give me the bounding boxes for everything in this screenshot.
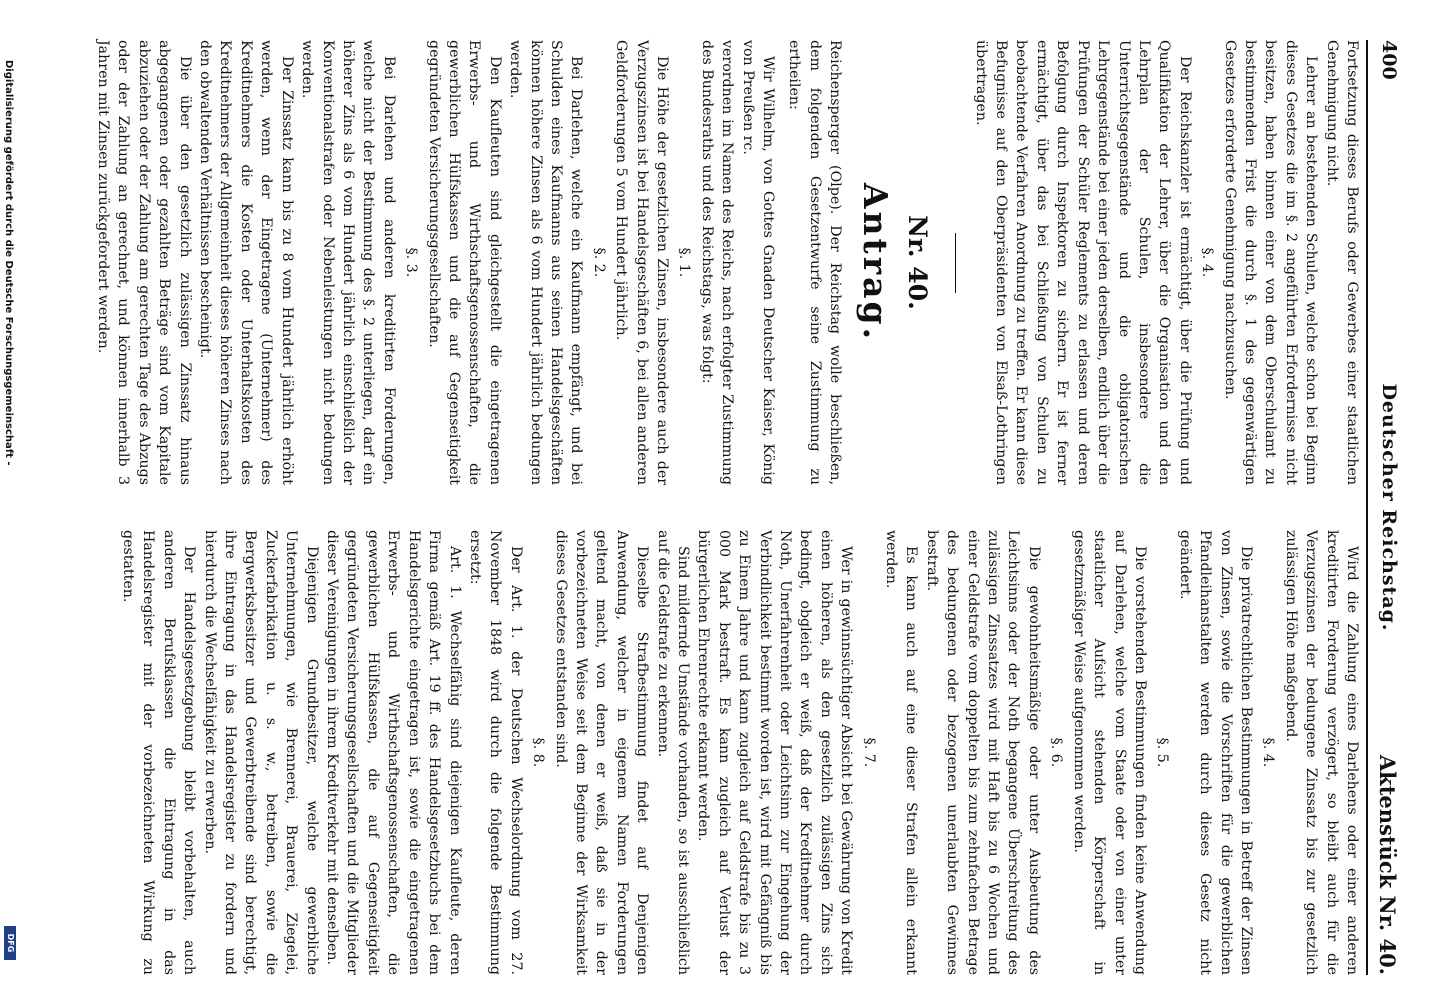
section-heading: §. 1. xyxy=(676,247,693,278)
paragraph: Diejenigen Grundbesitzer, welche gewerbliche Unternehmungen, wie Brennerei, Brauerei, Ziegelei, Zuckerfabrikation u. s. w., betreiben, sowie die Bergwerksbesitzer und Gewerbtreibende sind berechtigt, ihre Eintragung in das Handelsregister zu fordern und hierdurch die Wechselfähigkeit zu erwerben. xyxy=(201,530,320,975)
paragraph: Bei Darlehen, welche ein Kaufmann empfängt, und bei Schulden eines Kaufmanns aus seinen Handelsgeschäften können höhere Zinsen als 6 vom Hundert jährlich bedungen werden. xyxy=(507,40,585,485)
paragraph: Den Kaufleuten sind gleichgestellt die eingetragenen Erwerbs- und Wirthschaftsgenossenschaften, die gewerblichen Hülfskassen und die auf Gegenseitigkeit gegründeten Versicherungsgesellschaften. xyxy=(425,40,503,485)
section-heading: §. 4. xyxy=(1260,737,1277,768)
paragraph: Lehrer an bestehenden Schulen, welche schon bei Beginn dieses Gesetzes die im §. 2 angeführten Erfordernisse nicht besitzen, haben binnen einer von dem Oberschulamt zu bestimmenden Frist die durch §. 1 des gegenwärtigen Gesetzes erforderte Genehmigung nachzusuchen. xyxy=(1221,40,1320,485)
paragraph: Dieselbe Strafbestimmung findet auf Denjenigen Anwendung, welcher in eigenem Namen Forderungen geltend macht, von denen er weiß, daß sie in der vorbezeichneten Weise seit dem Beginne der Wirksamkeit dieses Gesetzes entstanden sind. xyxy=(552,530,651,975)
paragraph: Bei Darlehen und anderen kreditirten Forderungen, welche nicht der Bestimmung des §. 2 unterliegen, darf ein höherer Zins als 6 vom Hundert jährlich einschließlich der Konventionalstrafen oder Nebenleistungen nicht bedungen werden. xyxy=(299,40,397,485)
section-heading: §. 6. xyxy=(1048,737,1065,768)
section-heading: §. 2. xyxy=(590,247,607,278)
paragraph: Es kann auch auf eine dieser Strafen allein erkannt werden. xyxy=(883,530,920,975)
paragraph: Die gewohnheitsmäßige oder unter Ausbeutung des Leichtsinns oder der Noth begangene Überschreitung des zulässigen Zinssatzes wird mit Haft bis zu 6 Wochen und einer Geldstrafe vom doppelten bis zum zehnfachen Betrage des bedungenen oder bezogenen unerlaubten Gewinnes bestraft. xyxy=(923,530,1042,975)
document-label: Aktenstück Nr. 40. xyxy=(1375,754,1400,975)
page-header xyxy=(1370,40,1400,975)
section-heading: §. 4. xyxy=(1199,247,1216,278)
paragraph: Der Handelsgesetzgebung bleibt vorbehalten, auch anderen Berufsklassen die Eintragung in das Handelsregister mit der vorbezeichneten Wirkung zu gestatten. xyxy=(120,530,198,975)
digitization-footer xyxy=(0,60,15,960)
header-rule xyxy=(1366,40,1368,975)
paragraph: Wird die Zahlung eines Darlehens oder einer anderen kreditirten Forderung verzögert, so bleibt auch für die Verzugszinsen der bedungene Zinssatz bis zur gesetzlich zulässigen Höhe maßgebend. xyxy=(1282,530,1360,975)
document-number: Nr. 40. xyxy=(903,215,933,310)
page-number: 400 xyxy=(1378,40,1400,80)
left-column xyxy=(93,40,1362,485)
paragraph: Die Höhe der gesetzlichen Zinsen, insbesondere auch der Verzugszinsen ist bei Handelsgeschäften 6, bei allen anderen Geldforderungen 5 vom Hundert jährlich. xyxy=(613,40,671,485)
enacting-formula: Wir Wilhelm, von Gottes Gnaden Deutscher Kaiser, König von Preußen rc. xyxy=(739,40,777,485)
paragraph: verordnen im Namen des Reichs, nach erfolgter Zustimmung des Bundesraths und des Reichstags, was folgt: xyxy=(698,40,736,485)
paragraph: Wer in gewinnsüchtiger Absicht bei Gewährung von Kredit einen höheren, als den gesetzlich zulässigen Zins sich bedingt, obgleich er weiß, daß der Kreditnehmer durch Noth, Unerfahrenheit oder Leichtsinn zur Eingehung der Verbindlichkeit bestimmt worden ist, wird mit Gefängniß bis zu Einem Jahre und kann zugleich auf Geldstrafe bis zu 3 000 Mark bestraft. Es kann zugleich auf Verlust der bürgerlichen Ehrenrechte erkannt werden. xyxy=(695,530,855,975)
paragraph: Die privatrechtlichen Bestimmungen in Betreff der Zinsen von Zinsen, sowie die Vorschriften für die gewerblichen Pfandleihanstalten werden durch dieses Gesetz nicht geändert. xyxy=(1176,530,1254,975)
paragraph: Der Art. 1. der Deutschen Wechselordnung vom 27. November 1848 wird durch die folgende Bestimmung ersetzt: xyxy=(466,530,524,975)
paragraph: Die über den gesetzlich zulässigen Zinssatz hinaus abgegangenen oder gezahlten Beträge sind vom Kapitale abzuziehen oder der Zahlung am gerechten Tage des Abzugs oder der Zahlung an gerechnet, und können innerhalb 3 Jahren mit Zinsen zurückgefordert werden. xyxy=(95,40,193,485)
paragraph: Sind mildernde Umstände vorhanden, so ist ausschließlich auf die Geldstrafe zu erkennen. xyxy=(654,530,691,975)
dfg-logo: DFG xyxy=(4,926,16,960)
running-title: Deutscher Reichstag. xyxy=(1378,383,1400,632)
motion-intro: Reichensperger (Olpe). Der Reichstag wolle beschließen, dem folgenden Gesetzentwurfe seine Zustimmung zu ertheilen: xyxy=(786,40,844,485)
separator-rule xyxy=(955,233,956,293)
section-heading: §. 7. xyxy=(860,737,877,768)
section-heading: §. 8. xyxy=(530,737,547,768)
right-column xyxy=(118,530,1362,975)
digitization-note: Digitalisierung gefördert durch die Deutsche Forschungsgemeinschaft - xyxy=(3,60,14,466)
paragraph: Art. 1. Wechselfähig sind diejenigen Kaufleute, deren Firma gemäß Art. 19 ff. des Handelsgesetzbuchs bei dem Handelsgerichte eingetragen ist, sowie die eingetragenen Erwerbs- und Wirthschaftsgenossenschaften, die gewerblichen Hülfskassen, die auf Gegenseitigkeit gegründeten Versicherungsgesellschaften und die Mitglieder dieser Vereinigungen in ihrem Kreditverkehr mit denselben. xyxy=(324,530,463,975)
section-heading: §. 3. xyxy=(403,247,420,278)
paragraph: Fortsetzung dieses Berufs oder Gewerbes einer staatlichen Genehmigung nicht. xyxy=(1323,40,1360,485)
paragraph: Der Reichskanzler ist ermächtigt, über die Prüfung und Qualifikation der Lehrer, über die Organisation und den Lehrplan der Schulen, insbesondere die Unterrichtsgegenstände und die obligatorischen Lehrgegenstände bei einer jeden derselben, endlich über die Prüfungen der Schüler Reglements zu erlassen und deren Befolgung durch Inspektoren zu sichern. Er ist ferner ermächtigt, über das bei Schließung von Schulen zu beobachtende Verfahren Anordnung zu treffen. Er kann diese Befugnisse auf den Oberpräsidenten von Elsaß-Lothringen übertragen. xyxy=(972,40,1193,485)
paragraph: Die vorstehenden Bestimmungen finden keine Anwendung auf Darlehen, welche vom Staate oder von einer unter staatlicher Aufsicht stehenden Körperschaft in gesetzmäßiger Weise aufgenommen werden. xyxy=(1070,530,1148,975)
section-heading: §. 5. xyxy=(1154,737,1171,768)
paragraph: Der Zinssatz kann bis zu 8 vom Hundert jährlich erhöht werden, wenn der Eingetragene (Unternehmer) des Kreditnehmers die Kosten oder Unterhaltskosten des Kreditnehmers der Allgemeinheit dieses höheren Zinses nach den obwaltenden Verhältnissen bescheinigt. xyxy=(197,40,295,485)
document-title: Antrag. xyxy=(856,182,896,343)
